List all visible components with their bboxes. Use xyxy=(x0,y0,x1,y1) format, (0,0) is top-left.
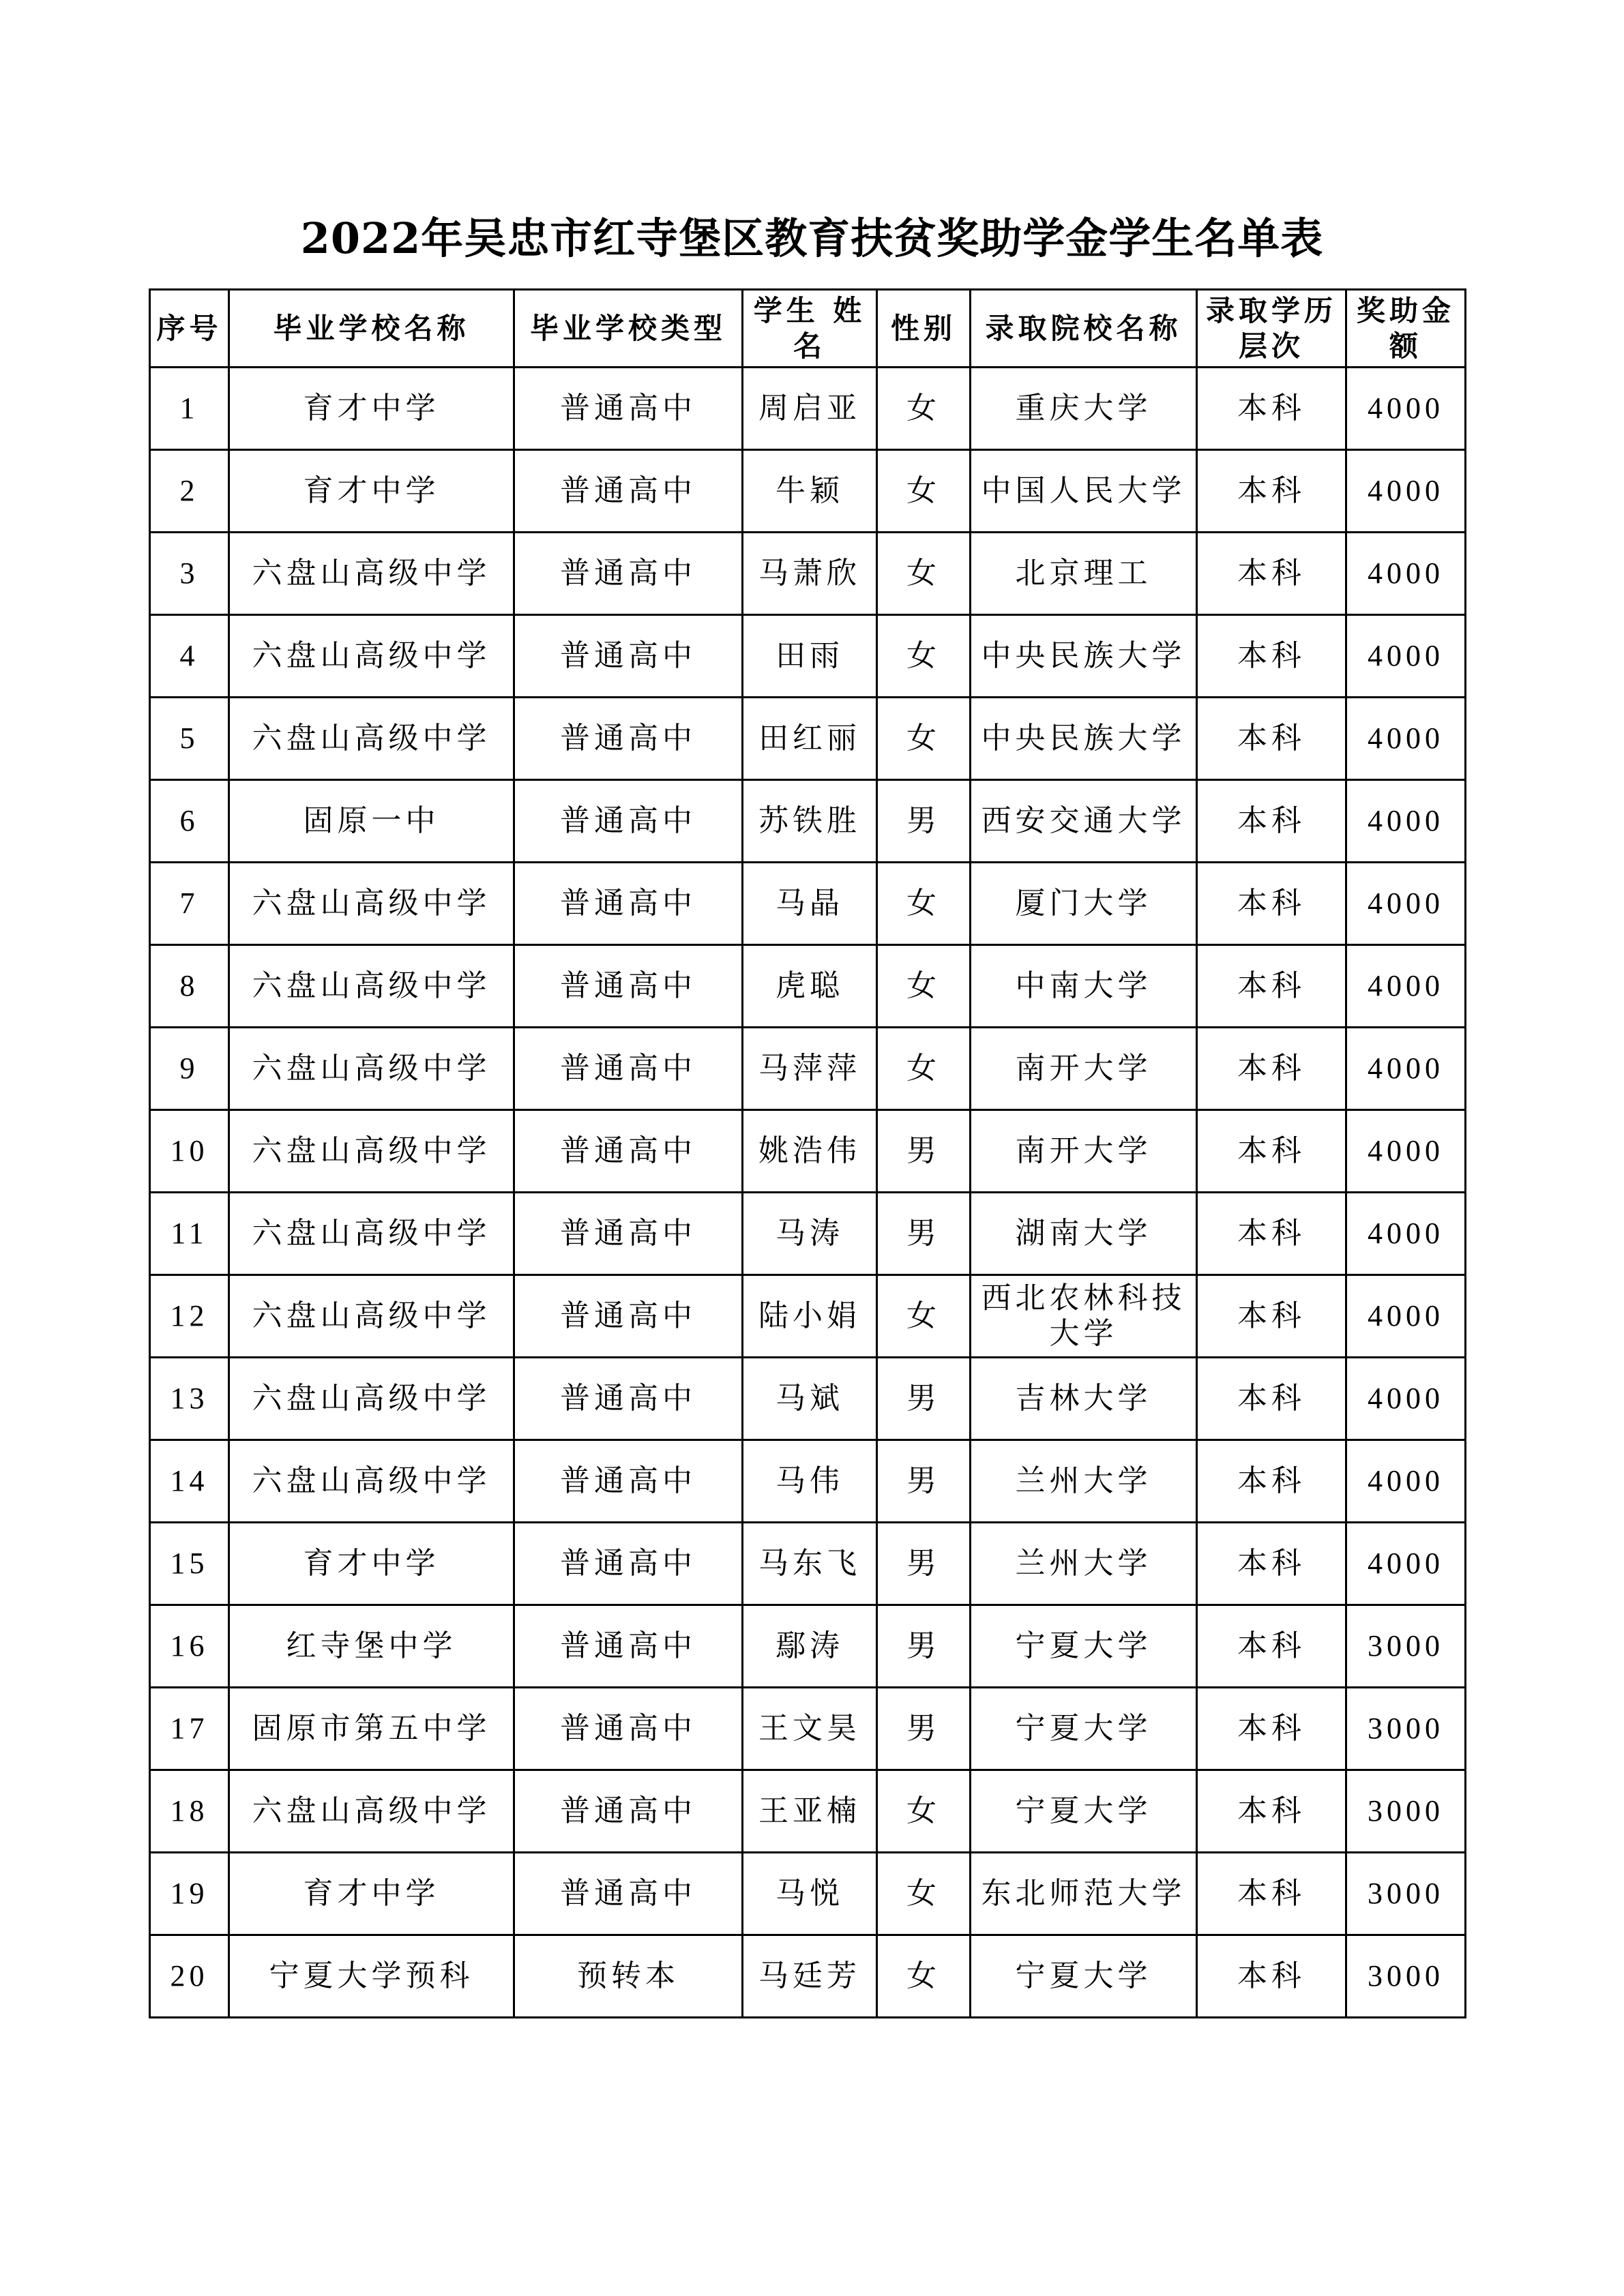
table-row xyxy=(150,1358,1466,1440)
table-row xyxy=(150,1605,1466,1688)
cell-school-type: 普通高中 xyxy=(514,1688,743,1770)
cell-gender: 女 xyxy=(877,1275,971,1358)
cell-admitted-college: 中国人民大学 xyxy=(971,450,1197,533)
cell-admitted-college: 宁夏大学 xyxy=(971,1770,1197,1853)
header-school-type: 毕业学校类型 xyxy=(514,290,743,368)
cell-education-level: 本科 xyxy=(1197,1110,1346,1193)
cell-gender: 男 xyxy=(877,780,971,863)
cell-school-type: 普通高中 xyxy=(514,1275,743,1358)
table-row xyxy=(150,1523,1466,1605)
cell-school-type: 普通高中 xyxy=(514,1028,743,1110)
cell-gender: 女 xyxy=(877,945,971,1028)
cell-school-name: 六盘山高级中学 xyxy=(229,533,514,615)
cell-school-name: 六盘山高级中学 xyxy=(229,1193,514,1275)
table-row xyxy=(150,780,1466,863)
cell-education-level: 本科 xyxy=(1197,1358,1346,1440)
cell-award-amount: 4000 xyxy=(1346,450,1466,533)
cell-student-name: 马涛 xyxy=(743,1193,877,1275)
cell-award-amount: 3000 xyxy=(1346,1770,1466,1853)
cell-index: 10 xyxy=(150,1110,229,1193)
cell-award-amount: 4000 xyxy=(1346,1028,1466,1110)
cell-gender: 男 xyxy=(877,1193,971,1275)
cell-education-level: 本科 xyxy=(1197,1688,1346,1770)
cell-education-level: 本科 xyxy=(1197,1028,1346,1110)
table-row xyxy=(150,368,1466,450)
cell-school-type: 普通高中 xyxy=(514,698,743,780)
cell-gender: 女 xyxy=(877,1770,971,1853)
table-row xyxy=(150,450,1466,533)
cell-student-name: 马萍萍 xyxy=(743,1028,877,1110)
cell-school-type: 普通高中 xyxy=(514,863,743,945)
cell-education-level: 本科 xyxy=(1197,1523,1346,1605)
header-education-level: 录取学历层次 xyxy=(1197,290,1346,368)
cell-education-level: 本科 xyxy=(1197,1853,1346,1935)
cell-admitted-college: 中央民族大学 xyxy=(971,615,1197,698)
cell-school-name: 六盘山高级中学 xyxy=(229,1110,514,1193)
cell-index: 13 xyxy=(150,1358,229,1440)
cell-student-name: 牛颖 xyxy=(743,450,877,533)
cell-index: 8 xyxy=(150,945,229,1028)
table-row xyxy=(150,1193,1466,1275)
cell-education-level: 本科 xyxy=(1197,1605,1346,1688)
cell-student-name: 周启亚 xyxy=(743,368,877,450)
header-admitted-college: 录取院校名称 xyxy=(971,290,1197,368)
cell-index: 14 xyxy=(150,1440,229,1523)
cell-student-name: 姚浩伟 xyxy=(743,1110,877,1193)
table-row xyxy=(150,1688,1466,1770)
cell-admitted-college: 重庆大学 xyxy=(971,368,1197,450)
table-row xyxy=(150,1028,1466,1110)
cell-award-amount: 4000 xyxy=(1346,1193,1466,1275)
cell-admitted-college: 厦门大学 xyxy=(971,863,1197,945)
cell-education-level: 本科 xyxy=(1197,1275,1346,1358)
cell-school-type: 普通高中 xyxy=(514,1853,743,1935)
cell-admitted-college: 兰州大学 xyxy=(971,1523,1197,1605)
cell-education-level: 本科 xyxy=(1197,1193,1346,1275)
cell-admitted-college: 吉林大学 xyxy=(971,1358,1197,1440)
cell-education-level: 本科 xyxy=(1197,615,1346,698)
cell-admitted-college: 宁夏大学 xyxy=(971,1935,1197,2018)
cell-index: 2 xyxy=(150,450,229,533)
cell-gender: 女 xyxy=(877,450,971,533)
cell-admitted-college: 宁夏大学 xyxy=(971,1605,1197,1688)
cell-index: 7 xyxy=(150,863,229,945)
cell-student-name: 马伟 xyxy=(743,1440,877,1523)
header-row xyxy=(150,290,1466,368)
cell-school-name: 育才中学 xyxy=(229,1853,514,1935)
cell-education-level: 本科 xyxy=(1197,945,1346,1028)
cell-index: 18 xyxy=(150,1770,229,1853)
cell-admitted-college: 兰州大学 xyxy=(971,1440,1197,1523)
cell-school-type: 普通高中 xyxy=(514,1110,743,1193)
header-award-amount: 奖助金额 xyxy=(1346,290,1466,368)
cell-school-type: 普通高中 xyxy=(514,615,743,698)
cell-admitted-college: 宁夏大学 xyxy=(971,1688,1197,1770)
table-row xyxy=(150,1440,1466,1523)
cell-student-name: 田雨 xyxy=(743,615,877,698)
cell-school-name: 六盘山高级中学 xyxy=(229,698,514,780)
cell-school-type: 普通高中 xyxy=(514,945,743,1028)
cell-index: 5 xyxy=(150,698,229,780)
cell-gender: 男 xyxy=(877,1358,971,1440)
header-student-name: 学生 姓名 xyxy=(743,290,877,368)
cell-school-type: 普通高中 xyxy=(514,450,743,533)
cell-gender: 男 xyxy=(877,1440,971,1523)
cell-school-name: 红寺堡中学 xyxy=(229,1605,514,1688)
cell-school-type: 普通高中 xyxy=(514,1770,743,1853)
cell-school-name: 六盘山高级中学 xyxy=(229,615,514,698)
cell-student-name: 马晶 xyxy=(743,863,877,945)
cell-award-amount: 4000 xyxy=(1346,1110,1466,1193)
cell-education-level: 本科 xyxy=(1197,450,1346,533)
cell-gender: 男 xyxy=(877,1523,971,1605)
cell-education-level: 本科 xyxy=(1197,1440,1346,1523)
cell-school-name: 固原一中 xyxy=(229,780,514,863)
table-row xyxy=(150,1275,1466,1358)
cell-student-name: 陆小娟 xyxy=(743,1275,877,1358)
cell-index: 17 xyxy=(150,1688,229,1770)
cell-award-amount: 3000 xyxy=(1346,1853,1466,1935)
cell-index: 1 xyxy=(150,368,229,450)
cell-award-amount: 4000 xyxy=(1346,863,1466,945)
cell-award-amount: 4000 xyxy=(1346,698,1466,780)
cell-admitted-college: 东北师范大学 xyxy=(971,1853,1197,1935)
cell-award-amount: 4000 xyxy=(1346,533,1466,615)
table-row xyxy=(150,1935,1466,2018)
cell-gender: 男 xyxy=(877,1688,971,1770)
cell-gender: 女 xyxy=(877,615,971,698)
cell-education-level: 本科 xyxy=(1197,368,1346,450)
header-school-name: 毕业学校名称 xyxy=(229,290,514,368)
cell-education-level: 本科 xyxy=(1197,1935,1346,2018)
cell-school-name: 六盘山高级中学 xyxy=(229,863,514,945)
cell-index: 3 xyxy=(150,533,229,615)
cell-index: 6 xyxy=(150,780,229,863)
cell-admitted-college: 湖南大学 xyxy=(971,1193,1197,1275)
header-index: 序号 xyxy=(150,290,229,368)
cell-school-name: 固原市第五中学 xyxy=(229,1688,514,1770)
cell-education-level: 本科 xyxy=(1197,533,1346,615)
cell-school-name: 育才中学 xyxy=(229,450,514,533)
cell-admitted-college: 北京理工 xyxy=(971,533,1197,615)
table-row xyxy=(150,698,1466,780)
cell-school-type: 普通高中 xyxy=(514,533,743,615)
table-row xyxy=(150,615,1466,698)
cell-admitted-college: 中央民族大学 xyxy=(971,698,1197,780)
cell-student-name: 王文昊 xyxy=(743,1688,877,1770)
table-row xyxy=(150,863,1466,945)
cell-school-type: 普通高中 xyxy=(514,780,743,863)
table-row xyxy=(150,1110,1466,1193)
cell-school-name: 六盘山高级中学 xyxy=(229,1275,514,1358)
header-gender: 性别 xyxy=(877,290,971,368)
cell-award-amount: 4000 xyxy=(1346,1358,1466,1440)
cell-school-name: 六盘山高级中学 xyxy=(229,1440,514,1523)
cell-index: 11 xyxy=(150,1193,229,1275)
cell-school-name: 六盘山高级中学 xyxy=(229,1358,514,1440)
cell-gender: 女 xyxy=(877,698,971,780)
cell-index: 12 xyxy=(150,1275,229,1358)
cell-education-level: 本科 xyxy=(1197,698,1346,780)
cell-award-amount: 3000 xyxy=(1346,1605,1466,1688)
table-row xyxy=(150,533,1466,615)
cell-student-name: 马悦 xyxy=(743,1853,877,1935)
cell-school-name: 六盘山高级中学 xyxy=(229,1028,514,1110)
cell-award-amount: 3000 xyxy=(1346,1688,1466,1770)
document-title: 2022年吴忠市红寺堡区教育扶贫奖助学金学生名单表 xyxy=(300,213,1324,263)
cell-gender: 女 xyxy=(877,1935,971,2018)
table-row xyxy=(150,1770,1466,1853)
cell-school-type: 普通高中 xyxy=(514,368,743,450)
cell-index: 9 xyxy=(150,1028,229,1110)
cell-index: 15 xyxy=(150,1523,229,1605)
cell-admitted-college: 中南大学 xyxy=(971,945,1197,1028)
cell-education-level: 本科 xyxy=(1197,863,1346,945)
cell-student-name: 王亚楠 xyxy=(743,1770,877,1853)
cell-admitted-college: 南开大学 xyxy=(971,1028,1197,1110)
cell-school-type: 普通高中 xyxy=(514,1358,743,1440)
cell-index: 19 xyxy=(150,1853,229,1935)
cell-student-name: 马斌 xyxy=(743,1358,877,1440)
cell-gender: 女 xyxy=(877,368,971,450)
cell-student-name: 马廷芳 xyxy=(743,1935,877,2018)
cell-school-type: 普通高中 xyxy=(514,1523,743,1605)
cell-gender: 女 xyxy=(877,1853,971,1935)
cell-student-name: 苏铁胜 xyxy=(743,780,877,863)
cell-student-name: 鄢涛 xyxy=(743,1605,877,1688)
cell-gender: 女 xyxy=(877,863,971,945)
table-row xyxy=(150,945,1466,1028)
cell-gender: 女 xyxy=(877,533,971,615)
cell-gender: 男 xyxy=(877,1110,971,1193)
cell-award-amount: 4000 xyxy=(1346,615,1466,698)
cell-education-level: 本科 xyxy=(1197,1770,1346,1853)
cell-school-name: 育才中学 xyxy=(229,1523,514,1605)
cell-school-type: 普通高中 xyxy=(514,1440,743,1523)
cell-student-name: 田红丽 xyxy=(743,698,877,780)
cell-school-type: 普通高中 xyxy=(514,1605,743,1688)
cell-award-amount: 4000 xyxy=(1346,368,1466,450)
cell-gender: 男 xyxy=(877,1605,971,1688)
cell-award-amount: 4000 xyxy=(1346,1523,1466,1605)
cell-school-name: 六盘山高级中学 xyxy=(229,945,514,1028)
cell-school-type: 预转本 xyxy=(514,1935,743,2018)
cell-index: 16 xyxy=(150,1605,229,1688)
cell-award-amount: 4000 xyxy=(1346,945,1466,1028)
cell-award-amount: 4000 xyxy=(1346,1275,1466,1358)
cell-gender: 女 xyxy=(877,1028,971,1110)
cell-admitted-college: 南开大学 xyxy=(971,1110,1197,1193)
cell-school-name: 育才中学 xyxy=(229,368,514,450)
cell-index: 20 xyxy=(150,1935,229,2018)
cell-education-level: 本科 xyxy=(1197,780,1346,863)
cell-student-name: 虎聪 xyxy=(743,945,877,1028)
cell-school-name: 宁夏大学预科 xyxy=(229,1935,514,2018)
scholarship-table xyxy=(149,288,1466,2018)
cell-award-amount: 4000 xyxy=(1346,1440,1466,1523)
table-row xyxy=(150,1853,1466,1935)
cell-school-type: 普通高中 xyxy=(514,1193,743,1275)
cell-student-name: 马萧欣 xyxy=(743,533,877,615)
cell-award-amount: 4000 xyxy=(1346,780,1466,863)
cell-award-amount: 3000 xyxy=(1346,1935,1466,2018)
cell-admitted-college: 西安交通大学 xyxy=(971,780,1197,863)
cell-student-name: 马东飞 xyxy=(743,1523,877,1605)
cell-school-name: 六盘山高级中学 xyxy=(229,1770,514,1853)
cell-index: 4 xyxy=(150,615,229,698)
cell-admitted-college: 西北农林科技大学 xyxy=(971,1275,1197,1358)
